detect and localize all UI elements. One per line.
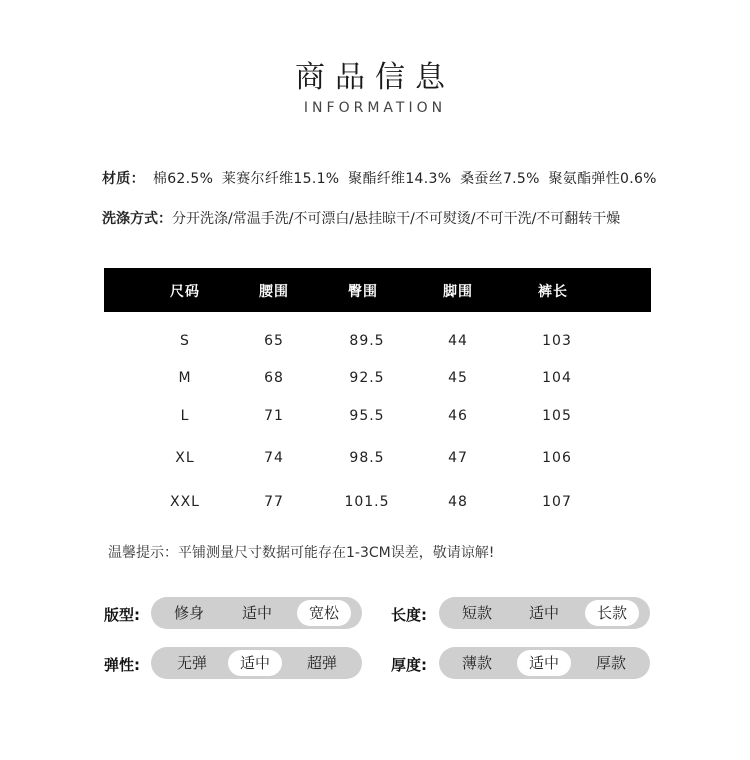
fit-option-loose[interactable]: 宽松	[297, 600, 351, 626]
cell-hem: 45	[448, 370, 468, 386]
cell-waist: 68	[264, 370, 284, 386]
header-hem: 脚围	[443, 284, 473, 300]
cell-size: XXL	[170, 494, 200, 510]
elasticity-option-medium[interactable]: 适中	[228, 650, 282, 676]
elasticity-pill	[151, 647, 362, 679]
thickness-option-thick[interactable]: 厚款	[595, 654, 626, 672]
cell-hem: 46	[448, 408, 468, 424]
thickness-label: 厚度:	[391, 656, 427, 674]
thickness-option-thin[interactable]: 薄款	[461, 654, 492, 672]
washing-line	[102, 208, 620, 228]
cell-hem: 47	[448, 450, 468, 466]
fit-pill	[151, 597, 362, 629]
cell-length: 106	[542, 450, 572, 466]
cell-waist: 77	[264, 494, 284, 510]
table-row	[104, 450, 651, 474]
thickness-pill	[439, 647, 650, 679]
cell-size: L	[180, 408, 190, 424]
fit-label: 版型:	[104, 606, 140, 624]
table-row	[104, 494, 651, 518]
elasticity-label: 弹性:	[104, 656, 140, 674]
cell-hem: 44	[448, 333, 468, 349]
table-row	[104, 333, 651, 357]
table-row	[104, 408, 651, 432]
cell-size: XL	[175, 450, 195, 466]
material-line	[102, 168, 657, 188]
fit-option-medium[interactable]: 适中	[241, 604, 272, 622]
cell-hip: 95.5	[349, 408, 385, 424]
cell-size: S	[180, 333, 190, 349]
elasticity-option-none[interactable]: 无弹	[176, 654, 207, 672]
header-hip: 臀围	[348, 284, 378, 300]
length-option-medium[interactable]: 适中	[528, 604, 559, 622]
length-option-short[interactable]: 短款	[461, 604, 492, 622]
fit-option-slim[interactable]: 修身	[173, 604, 204, 622]
cell-length: 103	[542, 333, 572, 349]
washing-label: 洗涤方式：	[102, 211, 172, 227]
size-table-header	[104, 268, 651, 312]
header-waist: 腰围	[259, 284, 289, 300]
material-label: 材质：	[102, 171, 145, 187]
length-option-long[interactable]: 长款	[585, 600, 639, 626]
cell-size: M	[178, 370, 192, 386]
cell-length: 105	[542, 408, 572, 424]
cell-hip: 89.5	[349, 333, 385, 349]
header-size: 尺码	[170, 284, 200, 300]
table-row	[104, 370, 651, 394]
elasticity-option-super[interactable]: 超弹	[306, 654, 337, 672]
length-pill	[439, 597, 650, 629]
cell-hip: 98.5	[349, 450, 385, 466]
cell-length: 107	[542, 494, 572, 510]
cell-length: 104	[542, 370, 572, 386]
header-length: 裤长	[538, 284, 568, 300]
thickness-option-medium[interactable]: 适中	[517, 650, 571, 676]
cell-waist: 71	[264, 408, 284, 424]
material-value: 棉62.5% 莱赛尔纤维15.1% 聚酯纤维14.3% 桑蚕丝7.5% 聚氨酯弹性0.6%	[152, 171, 657, 187]
cell-hem: 48	[448, 494, 468, 510]
measurement-tip: 温馨提示：平铺测量尺寸数据可能存在1-3CM误差，敬请谅解!	[108, 545, 495, 561]
washing-value: 分开洗涤/常温手洗/不可漂白/悬挂晾干/不可熨烫/不可干洗/不可翻转干燥	[172, 211, 621, 227]
length-label: 长度:	[391, 606, 427, 624]
page-title: 商品信息	[295, 60, 455, 95]
cell-waist: 74	[264, 450, 284, 466]
cell-waist: 65	[264, 333, 284, 349]
cell-hip: 92.5	[349, 370, 385, 386]
cell-hip: 101.5	[344, 494, 390, 510]
page-subtitle: INFORMATION	[303, 100, 447, 116]
